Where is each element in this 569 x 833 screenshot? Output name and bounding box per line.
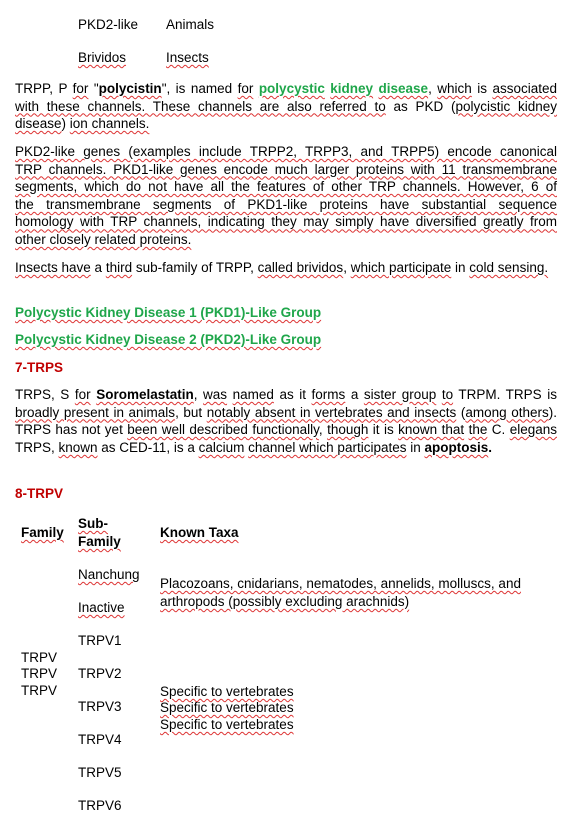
- subfamily-cell: TRPV3: [78, 699, 122, 714]
- subfamily-cell: Nanchung: [78, 567, 140, 582]
- kidney-link[interactable]: kidney: [330, 81, 374, 96]
- insects-paragraph: Insects have a third sub-family of TRPP, called brividos, which participate in cold sensing.: [15, 260, 549, 275]
- subfamily-cell: TRPV6: [78, 798, 122, 813]
- table-header-subfamily-2: Family: [78, 534, 121, 549]
- trpv-heading: 8-TRPV: [15, 486, 64, 501]
- pkd-table-row-2-subfamily: Brividos: [78, 50, 127, 65]
- taxa-vertebrates: Specific to vertebrates: [160, 717, 294, 732]
- family-cell: TRPV: [21, 683, 58, 698]
- subfamily-cell: TRPV1: [78, 633, 122, 648]
- pkd-table-row-1-subfamily: PKD2-like: [78, 17, 139, 32]
- pkd-table-row-1-taxa: Animals: [166, 17, 215, 32]
- table-header-family: Family: [21, 525, 64, 540]
- pkd-table-row-2-taxa: Insects: [166, 50, 209, 65]
- polycystic-link[interactable]: polycystic: [258, 81, 325, 96]
- table-header-subfamily-1: Sub-: [78, 516, 108, 531]
- taxa-vertebrates: Specific to vertebrates: [160, 700, 294, 715]
- apoptosis-term: apoptosis: [424, 439, 489, 455]
- family-cell: TRPV: [21, 650, 58, 665]
- taxa-invertebrates-line-1: Placozoans, cnidarians, nematodes, annelids, molluscs, and: [160, 576, 521, 591]
- taxa-vertebrates: Specific to vertebrates: [160, 684, 294, 699]
- subfamily-cell: TRPV5: [78, 765, 122, 780]
- pkd2-group-link[interactable]: Polycystic Kidney Disease 2 (PKD2)-Like Group: [15, 332, 322, 347]
- family-cell: TRPV: [21, 666, 58, 681]
- trpp-paragraph: TRPP, P for "polycistin", is named for polycystic kidney disease, which is associated with these channels. These channels are also referred to as PKD (polycistic kidney disease) ion channels.: [15, 81, 558, 132]
- pkd2-paragraph: PKD2-like genes (examples include TRPP2, TRPP3, and TRPP5) encode canonical TRP channels. PKD1-like genes encode much larger proteins with 11 transmembrane segments, which do not have all the features of other TRP channels. However, 6 of the transmembrane segments of PKD1-like proteins have substantial sequence homology with TRP channels, indicating they may simply have diversified greatly from other closely related proteins.: [15, 144, 557, 247]
- disease-link[interactable]: disease: [378, 81, 429, 96]
- table-header-known-taxa: Known Taxa: [160, 525, 239, 540]
- subfamily-cell: TRPV4: [78, 732, 122, 747]
- pkd1-group-link[interactable]: Polycystic Kidney Disease 1 (PKD1)-Like Group: [15, 305, 322, 320]
- subfamily-cell: Inactive: [78, 600, 125, 615]
- taxa-invertebrates-line-2: arthropods (possibly excluding arachnids): [160, 594, 410, 609]
- trps-heading: 7-TRPS: [15, 360, 64, 375]
- trps-paragraph: TRPS, S for Soromelastatin, was named as it forms a sister group to TRPM. TRPS is broadly present in animals, but notably absent in vertebrates and insects (among others). TRPS has not yet been well described functionally, though it is known that the C. elegans TRPS, known as CED-11, is a calcium channel which participates in apoptosis.: [15, 387, 557, 455]
- subfamily-cell: TRPV2: [78, 666, 122, 681]
